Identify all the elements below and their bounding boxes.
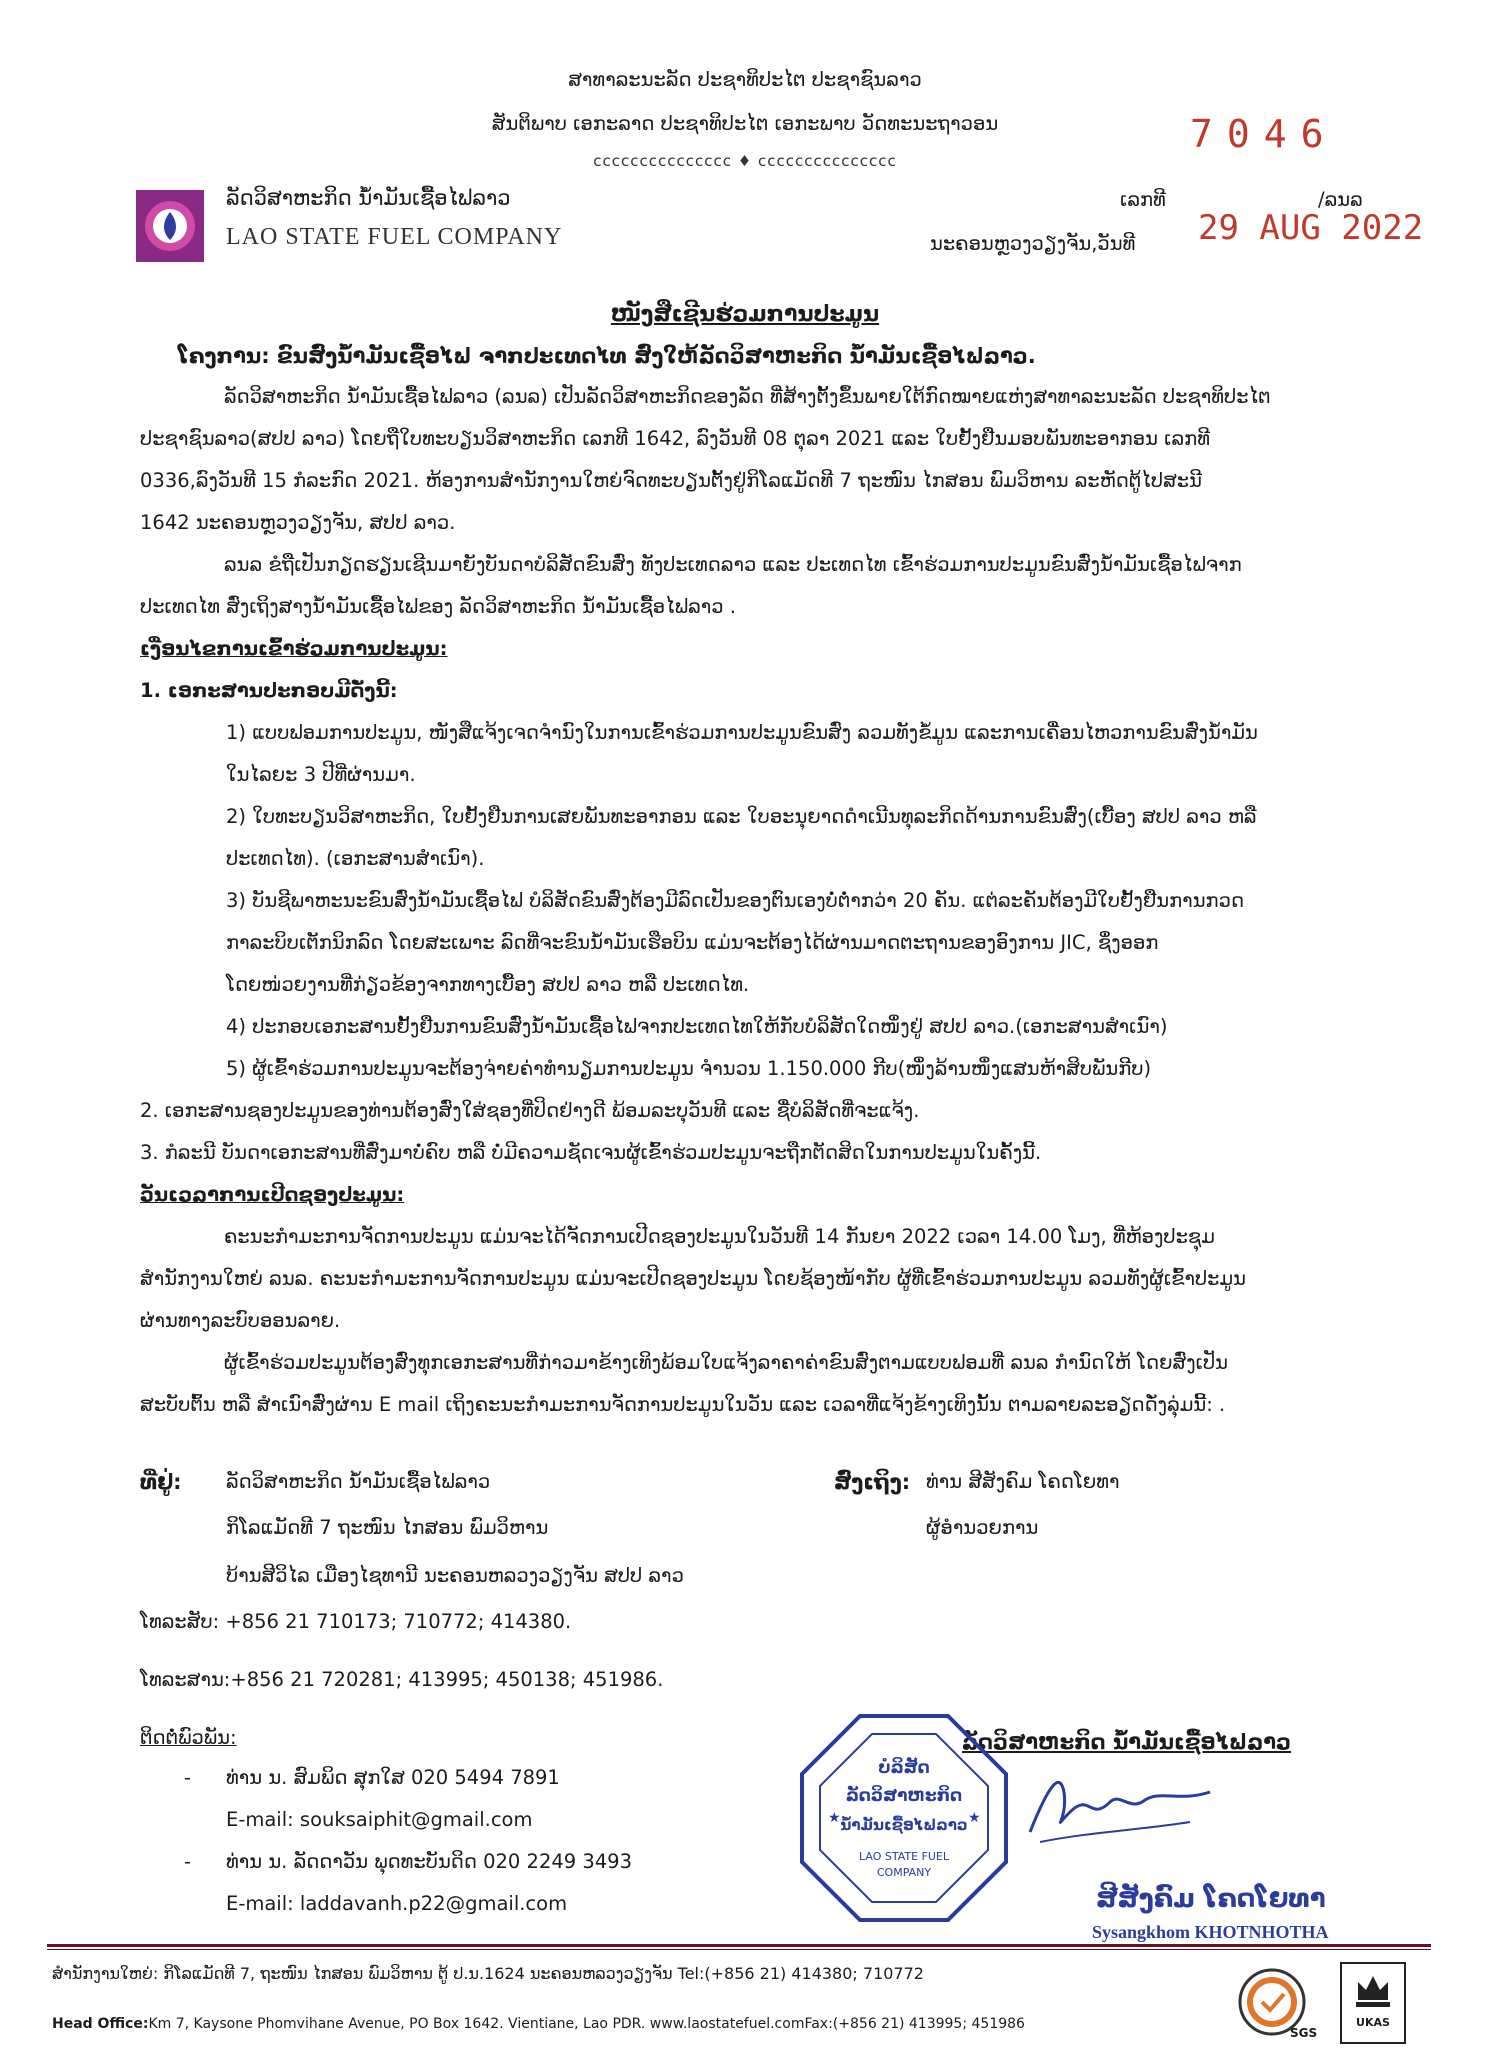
para1-line1: ລັດວິສາຫະກິດ ນໍ້າມັນເຊື້ອໄຟລາວ (ລນລ) ເປັນລັດວິສາຫະກິດຂອງລັດ ທີ່ສ້າງຕັ້ງຂຶ້ນພາຍໃຕ້ກົດໝາຍແຫ່ງສາທາລະນະລັດ ປະຊາທິປະໄຕ (224, 385, 1271, 408)
item5: 5) ຜູ້ເຂົ້າຮ່ວມການປະມູນຈະຕ້ອງຈ່າຍຄ່າທໍານຽມການປະມູນ ຈໍານວນ 1.150.000 ກີບ(ໜຶ່ງລ້ານໜຶ່ງແສນຫ້າສິບພັນກີບ) (226, 1057, 1152, 1080)
item3-line3: ໂດຍໜ່ວຍງານທີ່ກ່ຽວຂ້ອງຈາກທາງເບື້ອງ ສປປ ລາວ ຫລື ປະເທດໄທ. (226, 973, 750, 996)
item1-line2: ໃນໄລຍະ 3 ປີທີ່ຜ່ານມາ. (226, 763, 416, 786)
company-seal (798, 1712, 1010, 1924)
contact2-name: ທ່ານ ນ. ລັດດາວັນ ພຸດທະບັນດິດ 020 2249 3493 (226, 1850, 632, 1873)
para3-line2: ສໍານັກງານໃຫຍ່ ລນລ. ຄະນະກໍາມະການຈັດການປະມູນ ແມ່ນຈະເປີດຊອງປະມູນ ໂດຍຊ້ອງໜ້າກັບ ຜູ້ທີ່ເຂົ້າຮ່ວມການປະມູນ ລວມທັງຜູ້ເຂົ້າປະມູນ (140, 1267, 1247, 1290)
para3-line3: ຜ່ານທາງລະບົບອອນລາຍ. (140, 1309, 341, 1332)
recipient-name: ທ່ານ ສີສັງຄົມ ໂຄດໂຍທາ (926, 1470, 1120, 1493)
opening-date-heading: ວັນເວລາການເປີດຊອງປະມູນ: (140, 1183, 405, 1206)
condition1-heading: 1. ເອກະສານປະກອບມີດັ່ງນີ້: (140, 679, 398, 702)
address-line3: ບ້ານສີວິໄລ ເມືອງໄຊທານີ ນະຄອນຫລວງວຽງຈັນ ສປປ ລາວ (226, 1564, 684, 1587)
item4: 4) ປະກອບເອກະສານຢັ້ງຢືນການຂົນສົ່ງນໍ້າມັນເຊື້ອໄຟຈາກປະເທດໄທໃຫ້ກັບບໍລິສັດໃດໜຶ່ງຢູ່ ສປປ ລາວ.(ເອກະສານສໍາເນົາ) (226, 1015, 1168, 1038)
address-line2: ກິໂລແມັດທີ 7 ຖະໜົນ ໄກສອນ ພົມວິຫານ (226, 1516, 549, 1539)
signatory-name-lao: ສີສັງຄົມ ໂຄດໂຍທາ (1096, 1884, 1326, 1914)
svg-text:★: ★ (828, 1810, 841, 1826)
condition3: 3. ກໍລະນີ ບັນດາເອກະສານທີ່ສົ່ງມາບໍ່ຄົບ ຫລື ບໍ່ມີຄວາມຊັດເຈນຜູ້ເຂົ້າຮ່ວມປະມູນຈະຖືກຕັດສິດໃນການປະມູນໃນຄັ້ງນີ້. (140, 1141, 1042, 1164)
svg-text:★: ★ (968, 1810, 981, 1826)
conditions-heading: ເງື່ອນໄຂການເຂົ້າຮ່ວມການປະມູນ: (140, 637, 448, 660)
para1-line2: ປະຊາຊົນລາວ(ສປປ ລາວ) ໂດຍຖືໃບທະບຽນວິສາຫະກິດ ເລກທີ 1642, ລົງວັນທີ 08 ຕຸລາ 2021 ແລະ ໃບຢັ້ງຢືນມອບພັນທະອາກອນ ເລກທີ (140, 427, 1210, 450)
footer-rule-thin (47, 1949, 1431, 1950)
company-logo-icon (136, 190, 204, 262)
item1-line1: 1) ແບບຟອມການປະມູນ, ໜັງສືແຈ້ງເຈດຈໍານົງໃນການເຂົ້າຮ່ວມການປະມູນຂົນສົ່ງ ລວມທັງຂໍ້ມູນ ແລະການເຄື່ອນໄຫວການຂົນສົ່ງນໍ້າມັນ (226, 721, 1258, 744)
contact2-email: E-mail: laddavanh.p22@gmail.com (226, 1892, 568, 1915)
para4-line1: ຜູ້ເຂົ້າຮ່ວມປະມູນຕ້ອງສົ່ງທຸກເອກະສານທີ່ກ່າວມາຂ້າງເທິງພ້ອມໃບແຈ້ງລາຄາຄ່າຂົນສົ່ງຕາມແບບຟອມທີ່ ລນລ ກໍານົດໃຫ້ ໂດຍສົ່ງເປັນ (224, 1351, 1228, 1374)
header-line-1: ສາທາລະນະລັດ ປະຊາທິປະໄຕ ປະຊາຊົນລາວ (568, 68, 922, 91)
footer-lao-address: ສໍານັກງານໃຫຍ່: ກິໂລແມັດທີ 7, ຖະໜົນ ໄກສອນ ພົມວິຫານ ຕູ້ ປ.ນ.1624 ນະຄອນຫລວງວຽງຈັນ Tel:(+856 21) 414380; 710772 (52, 1964, 924, 1983)
ukas-certification-badge (1340, 1962, 1406, 2044)
company-name-en: LAO STATE FUEL COMPANY (226, 224, 563, 250)
address-label: ທີ່ຢູ່: (140, 1470, 182, 1494)
company-name-lao: ລັດວິສາຫະກິດ ນໍ້າມັນເຊື້ອໄຟລາວ (226, 186, 511, 210)
para2-line2: ປະເທດໄທ ສົ່ງເຖິງສາງນໍ້າມັນເຊື້ອໄຟຂອງ ລັດວິສາຫະກິດ ນໍ້າມັນເຊື້ອໄຟລາວ . (140, 595, 736, 618)
project-title: ໂຄງການ: ຂົນສົ່ງນໍ້າມັນເຊື້ອໄຟ ຈາກປະເທດໄທ ສົ່ງໃຫ້ລັດວິສາຫະກິດ ນໍ້າມັນເຊື້ອໄຟລາວ. (178, 344, 1036, 368)
seal-text-5: COMPANY (876, 1866, 932, 1879)
address-tel: ໂທລະສັບ: +856 21 710173; 710772; 414380. (140, 1610, 572, 1633)
item3-line1: 3) ບັນຊີພາຫະນະຂົນສົ່ງນໍ້າມັນເຊື້ອໄຟ ບໍລິສັດຂົນສົ່ງຕ້ອງມີລົດເປັນຂອງຕົນເອງບໍ່ຕໍ່າກວ່າ 20 ຄັນ. ແຕ່ລະຄັນຕ້ອງມີໃບຢັ້ງຢືນການກວດ (226, 889, 1244, 912)
doc-number: 7046 (1190, 112, 1338, 156)
sgs-label: SGS (1290, 2026, 1318, 2040)
recipient-label: ສົ່ງເຖິງ: (834, 1470, 911, 1494)
date-stamp: 29 AUG 2022 (1198, 208, 1424, 248)
contact1-email: E-mail: souksaiphit@gmail.com (226, 1808, 533, 1831)
footer-en-address: Km 7, Kaysone Phomvihane Avenue, PO Box 1642. Vientiane, Lao PDR. www.laostatefuel.comFax:(+856 21) 413995; 451986 (148, 2016, 1025, 2032)
seal-text-3: ນໍ້າມັນເຊື້ອໄຟລາວ (840, 1816, 968, 1834)
contacts-heading: ຕິດຕໍ່ພົວພັນ: (140, 1726, 237, 1749)
seal-text-1: ບໍລິສັດ (878, 1758, 930, 1778)
doc-number-label: ເລກທີ (1120, 188, 1166, 211)
ukas-label: UKAS (1356, 2016, 1390, 2029)
para2-line1: ລນລ ຂໍຖືເປັນກຽດຮຽນເຊີນມາຍັງບັນດາບໍລິສັດຂົນສົ່ງ ທັງປະເທດລາວ ແລະ ປະເທດໄທ ເຂົ້າຮ່ວມການປະມູນຂົນສົ່ງນໍ້າມັນເຊື້ອໄຟຈາກ (224, 553, 1242, 576)
doc-number-suffix: /ລນລ (1318, 188, 1363, 211)
contact1-name: ທ່ານ ນ. ສົມພິດ ສຸກໃສ 020 5494 7891 (226, 1766, 560, 1789)
signature-org: ລັດວິສາຫະກິດ ນໍ້າມັນເຊື້ອໄຟລາວ (962, 1730, 1292, 1754)
seal-text-4: LAO STATE FUEL (858, 1850, 949, 1863)
header-ornament: ccccccccccccccc ♦ ccccccccccccccc (593, 152, 897, 170)
document-title: ໜັງສືເຊີນຮ່ວມການປະມູນ (610, 302, 880, 327)
header-line-2: ສັນຕິພາບ ເອກະລາດ ປະຊາທິປະໄຕ ເອກະພາບ ວັດທະນະຖາວອນ (491, 112, 999, 135)
condition2: 2. ເອກະສານຊອງປະມູນຂອງທ່ານຕ້ອງສົ່ງໃສ່ຊອງທີ່ປິດຢ່າງດີ ພ້ອມລະບຸວັນທີ ແລະ ຊື່ບໍລິສັດທີ່ຈະແຈ້ງ. (140, 1099, 920, 1122)
footer-head-office-label: Head Office: (52, 2016, 149, 2032)
address-fax: ໂທລະສານ:+856 21 720281; 413995; 450138; 451986. (140, 1668, 664, 1691)
handwritten-signature (1020, 1762, 1220, 1852)
seal-text-2: ລັດວິສາຫະກິດ (845, 1786, 963, 1806)
recipient-title: ຜູ້ອໍານວຍການ (926, 1516, 1039, 1539)
para4-line2: ສະບັບຕົ້ນ ຫລື ສໍາເນົາສົ່ງຜ່ານ E mail ເຖິງຄະນະກໍາມະການຈັດການປະມູນໃນວັນ ແລະ ເວລາທີ່ແຈ້ງຂ້າງເທິງນັ້ນ ຕາມລາຍລະອຽດດັ່ງລຸ່ມນີ້: . (140, 1393, 1226, 1416)
item2-line1: 2) ໃບທະບຽນວິສາຫະກິດ, ໃບຢັ້ງຢືນການເສຍພັນທະອາກອນ ແລະ ໃບອະນຸຍາດດໍາເນີນທຸລະກິດດ້ານການຂົນສົ່ງ(ເບື້ອງ ສປປ ລາວ ຫລື (226, 805, 1257, 828)
address-line1: ລັດວິສາຫະກິດ ນໍ້າມັນເຊື້ອໄຟລາວ (226, 1470, 491, 1493)
contact1-dash: - (184, 1766, 192, 1789)
contact2-dash: - (184, 1850, 192, 1873)
place-date-label: ນະຄອນຫຼວງວຽງຈັນ,ວັນທີ (930, 232, 1136, 255)
signatory-name-en: Sysangkhom KHOTNHOTHA (1092, 1922, 1329, 1942)
item2-line2: ປະເທດໄທ). (ເອກະສານສໍາເນົາ). (226, 847, 485, 870)
item3-line2: ກາລະບິບເຕັກນິກລົດ ໂດຍສະເພາະ ລົດທີ່ຈະຂົນນໍ້າມັນເຮືອບິນ ແມ່ນຈະຕ້ອງໄດ້ຜ່ານມາດຕະຖານຂອງອົງການ JIC, ຊຶ່ງອອກ (226, 931, 1159, 954)
para1-line3: 0336,ລົງວັນທີ 15 ກໍລະກົດ 2021. ຫ້ອງການສໍານັກງານໃຫຍ່ຈົດທະບຽນຕັ້ງຢູ່ກິໂລແມັດທີ 7 ຖະໜົນ ໄກສອນ ພົມວິຫານ ລະຫັດຕູ້ໄປສະນີ (140, 469, 1202, 492)
sgs-certification-badge (1228, 1964, 1328, 2044)
para3-line1: ຄະນະກໍາມະການຈັດການປະມູນ ແມ່ນຈະໄດ້ຈັດການເປີດຊອງປະມູນໃນວັນທີ 14 ກັນຍາ 2022 ເວລາ 14.00 ໂມງ, ທີ່ຫ້ອງປະຊຸມ (224, 1225, 1215, 1248)
para1-line4: 1642 ນະຄອນຫຼວງວຽງຈັນ, ສປປ ລາວ. (140, 511, 456, 534)
footer-rule-top (47, 1944, 1431, 1947)
